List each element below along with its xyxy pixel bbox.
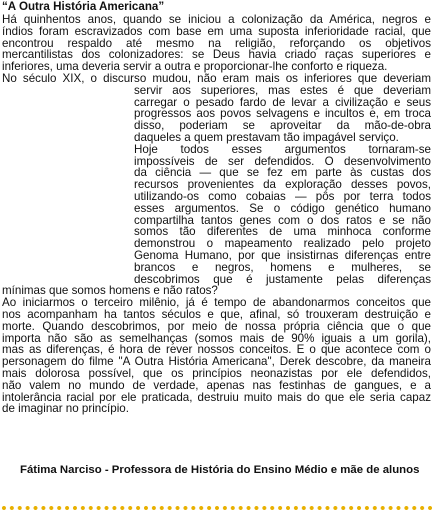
body-line: servir aos superiores, mas estes é que deveriam bbox=[134, 83, 431, 97]
article-signature: Fátima Narciso - Professora de História do Ensino Médio e mãe de alunos bbox=[20, 464, 420, 476]
body-line: descobrimos que é justamente pelas diferenças bbox=[134, 272, 431, 286]
body-line: daqueles a quem prestavam tão impagável serviço. bbox=[134, 131, 399, 144]
body-line: Ao iniciarmos o terceiro milênio, já é tempo de abandonarmos conceitos que bbox=[2, 296, 431, 310]
body-line: brancos e negros, homens e mulheres, se bbox=[134, 260, 431, 274]
body-line: No século XIX, o discurso mudou, não eram mais os inferiores que deveriam bbox=[2, 72, 431, 85]
body-line: nos acompanham ha tantos séculos e que, afinal, só trouxeram destruição e bbox=[2, 308, 431, 321]
body-line: não valem no mundo de verdade, apenas nas festinhas de gangues, e a bbox=[2, 378, 431, 392]
body-line: intolerância racial por ele praticada, destruiu muito mais do que ele seria capaz bbox=[2, 390, 431, 404]
body-line: carregar o pesado fardo de levar a civilização e seus bbox=[134, 95, 431, 109]
body-line: mas as diferenças, é hora de rever nossos conceitos. E o que acontece com o bbox=[2, 343, 431, 357]
body-line: utilizando-os como cobaias — pôs por terra todos bbox=[134, 190, 431, 203]
body-line: compartilha tantos genes com o dos ratos e se não bbox=[134, 213, 431, 227]
body-line: encontrou respaldo até mesmo na religião, reforçando os objetivos bbox=[2, 36, 431, 50]
body-line: demonstrou o mapeamento realizado pelo projeto bbox=[134, 237, 431, 251]
body-line: importa não são as semelhanças (somos mais de 90% iguais a um gorila), bbox=[2, 331, 431, 345]
body-line: impossíveis de ser defendidos. O desenvolvimento bbox=[134, 154, 431, 168]
body-line: Hoje todos esses argumentos tornaram-se bbox=[134, 142, 431, 156]
body-line: disso, poderiam se aproveitar da mão-de-obra bbox=[134, 119, 431, 133]
body-line: Há quinhentos anos, quando se iniciou a colonização da América, negros e bbox=[2, 13, 431, 26]
article-title: “A Outra História Americana” bbox=[2, 0, 165, 13]
body-line: esses argumentos. Se o código genético humano bbox=[134, 201, 431, 215]
body-line: mais dolorosa possível, que os princípios neonazistas por ele defendidos, bbox=[2, 367, 431, 380]
body-line: mercantilistas dos colonizadores: se Deus havia criado raças superiores e bbox=[2, 48, 431, 62]
body-line: mínimas que somos homens e não ratos? bbox=[2, 284, 218, 298]
body-line: morte. Quando descobrimos, por meio de nossa própria ciência que o que bbox=[2, 319, 431, 333]
body-line: Genoma Humano, por que insistirnas diferenças entre bbox=[134, 249, 431, 262]
body-line: inferiores, uma deveria servir a outra e proporcionar-lhe conforto e riqueza. bbox=[2, 60, 388, 74]
body-line: de imaginar no princípio. bbox=[2, 402, 129, 416]
body-line: personagem do filme "A Outra História Americana", Derek descobre, da maneira bbox=[2, 355, 431, 369]
body-line: progressos aos povos selvagens e incultos e, em troca bbox=[134, 107, 431, 121]
body-line: índios foram escravizados com base em uma suposta inferioridade racial, que bbox=[2, 24, 431, 38]
body-line: recursos provenientes da exploração desses povos, bbox=[134, 178, 431, 192]
body-line: somos tão diferentes de uma minhoca conforme bbox=[134, 225, 431, 239]
dotted-divider bbox=[0, 505, 433, 511]
body-line: da ciência — que se fez em parte às custas dos bbox=[134, 166, 431, 180]
